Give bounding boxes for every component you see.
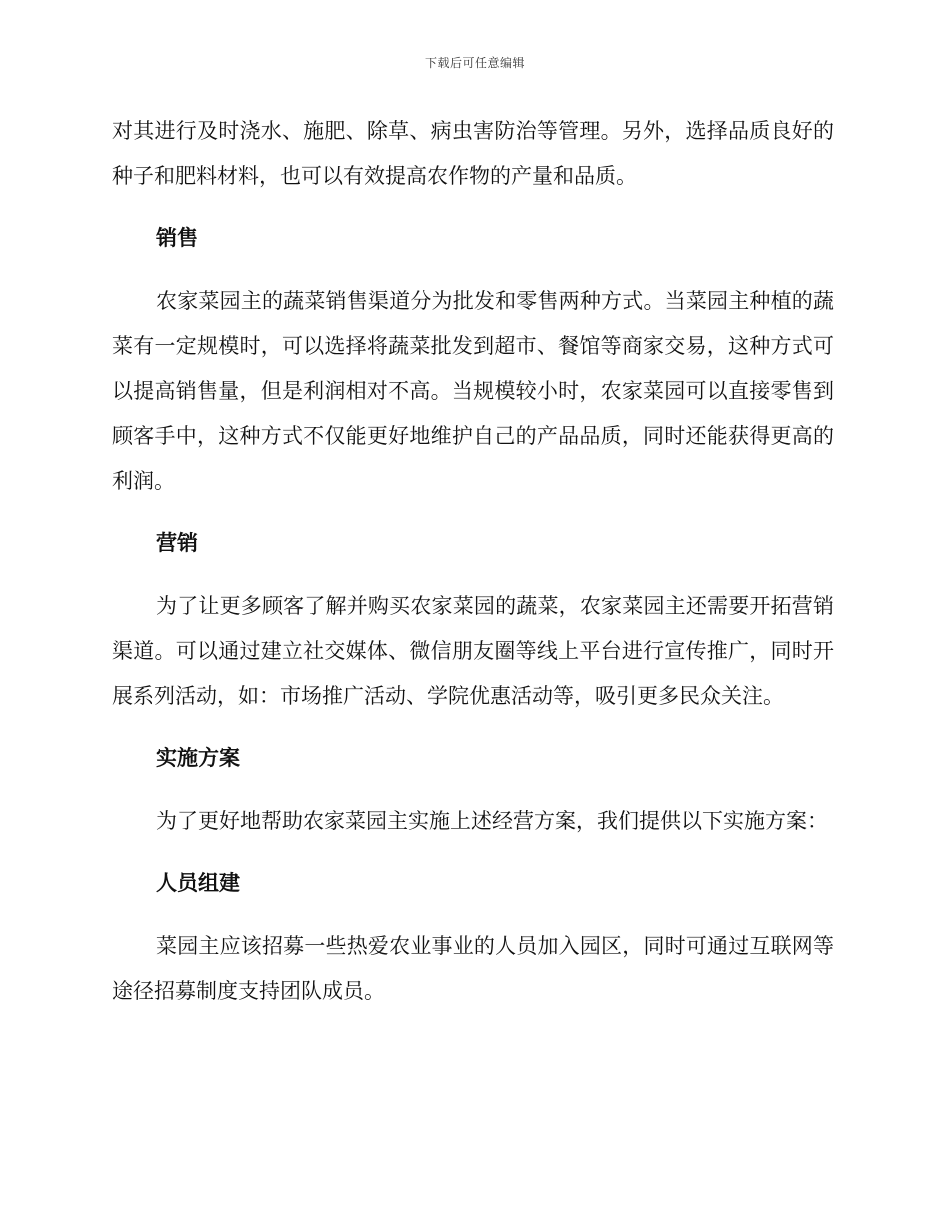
- page-header: 下载后可任意编辑: [424, 56, 525, 70]
- section-heading-sales: 销售: [156, 226, 198, 250]
- section-paragraph-sales: 农家菜园主的蔬菜销售渠道分为批发和零售两种方式。当菜园主种植的蔬菜有一定规模时，可以选择将蔬菜批发到超市、餐馆等商家交易，这种方式可以提高销售量，但是利润相对不高。当规模较小时，农家菜园可以直接零售到顾客手中，这种方式不仅能更好地维护自己的产品品质，同时还能获得更高的利润。: [112, 289, 834, 493]
- section-heading-staffing: 人员组建: [156, 871, 240, 895]
- section-paragraph-implementation: 为了更好地帮助农家菜园主实施上述经营方案，我们提供以下实施方案：: [156, 809, 828, 833]
- document-body: [112, 109, 834, 1014]
- section-heading-implementation: 实施方案: [156, 746, 240, 770]
- section-paragraph-staffing: 菜园主应该招募一些热爱农业事业的人员加入园区，同时可通过互联网等途径招募制度支持团队成员。: [112, 934, 834, 1003]
- intro-paragraph: 对其进行及时浇水、施肥、除草、病虫害防治等管理。另外，选择品质良好的种子和肥料材料，也可以有效提高农作物的产量和品质。: [112, 119, 834, 188]
- section-paragraph-marketing: 为了让更多顾客了解并购买农家菜园的蔬菜，农家菜园主还需要开拓营销渠道。可以通过建立社交媒体、微信朋友圈等线上平台进行宣传推广，同时开展系列活动，如：市场推广活动、学院优惠活动等，吸引更多民众关注。: [112, 594, 834, 708]
- section-heading-marketing: 营销: [156, 531, 198, 555]
